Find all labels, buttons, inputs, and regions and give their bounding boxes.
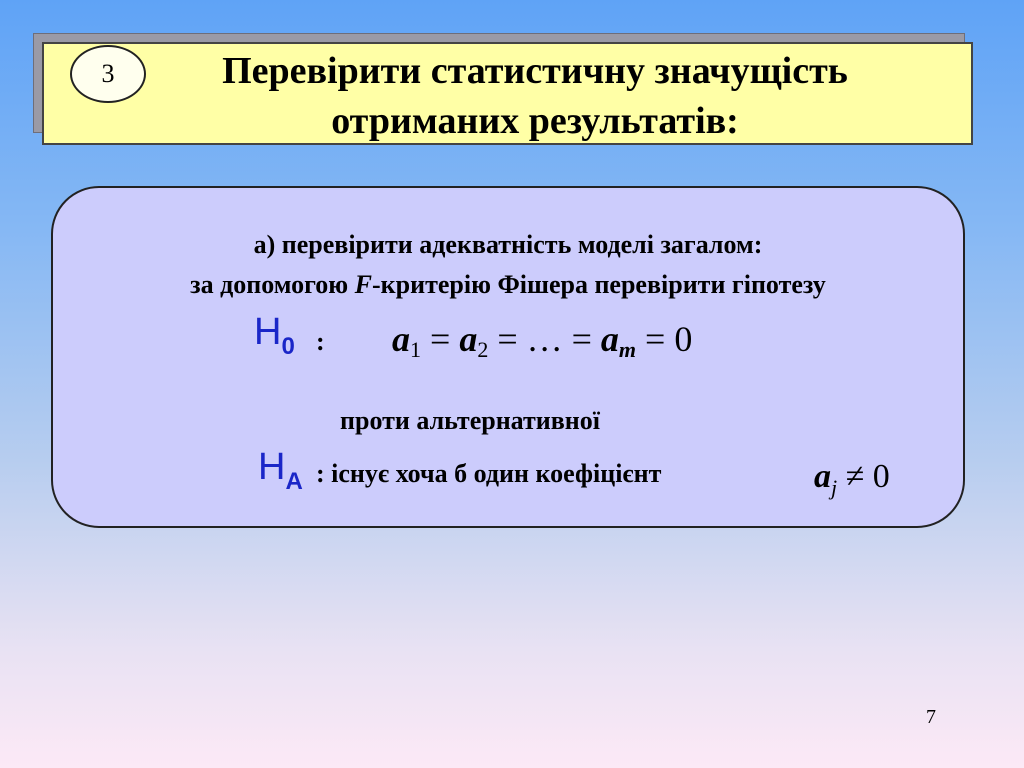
ha-subscript: A xyxy=(285,468,303,495)
aj-relation: ≠ 0 xyxy=(837,458,890,495)
fisher-criterion-text xyxy=(51,270,965,300)
formula-eq1: = xyxy=(421,319,460,359)
step-number-circle xyxy=(70,45,146,103)
formula-a1-var: a xyxy=(392,319,410,359)
h0-letter: Н xyxy=(254,311,282,353)
null-hypothesis-label xyxy=(254,313,295,359)
slide-title-line2: отриманих результатів: xyxy=(331,100,739,142)
slide-title-line1: Перевірити статистичну значущість xyxy=(222,50,848,92)
fisher-text-suffix: -критерію Фішера перевірити гіпотезу xyxy=(372,270,826,299)
f-symbol: F xyxy=(354,270,372,299)
formula-am-var: a xyxy=(600,319,619,359)
step-number: 3 xyxy=(101,59,115,88)
aj-formula xyxy=(814,458,890,501)
alternative-text: проти альтернативної xyxy=(340,406,600,435)
alternative-hypothesis-label xyxy=(258,448,303,494)
formula-am-sub: m xyxy=(618,337,637,362)
formula-eq3: = 0 xyxy=(636,319,693,359)
item-a-heading: а) перевірити адекватність моделі загалом: xyxy=(253,230,763,259)
aj-var: a xyxy=(814,458,831,495)
formula-a2-var: a xyxy=(459,319,478,359)
slide-title xyxy=(150,46,920,146)
aj-sub: j xyxy=(831,475,838,500)
formula-a2-sub: 2 xyxy=(477,337,489,362)
alternative-hypothesis-text: : існує хоча б один коефіцієнт xyxy=(316,459,662,488)
h0-colon: : xyxy=(316,327,325,356)
formula-a1-sub: 1 xyxy=(410,337,421,362)
ha-letter: Н xyxy=(258,446,286,488)
page-number: 7 xyxy=(926,706,936,728)
h0-subscript: 0 xyxy=(281,333,295,360)
fisher-text-prefix: за допомогою xyxy=(190,270,355,299)
formula-eq2: = … = xyxy=(488,319,601,359)
null-hypothesis-formula xyxy=(392,318,692,363)
